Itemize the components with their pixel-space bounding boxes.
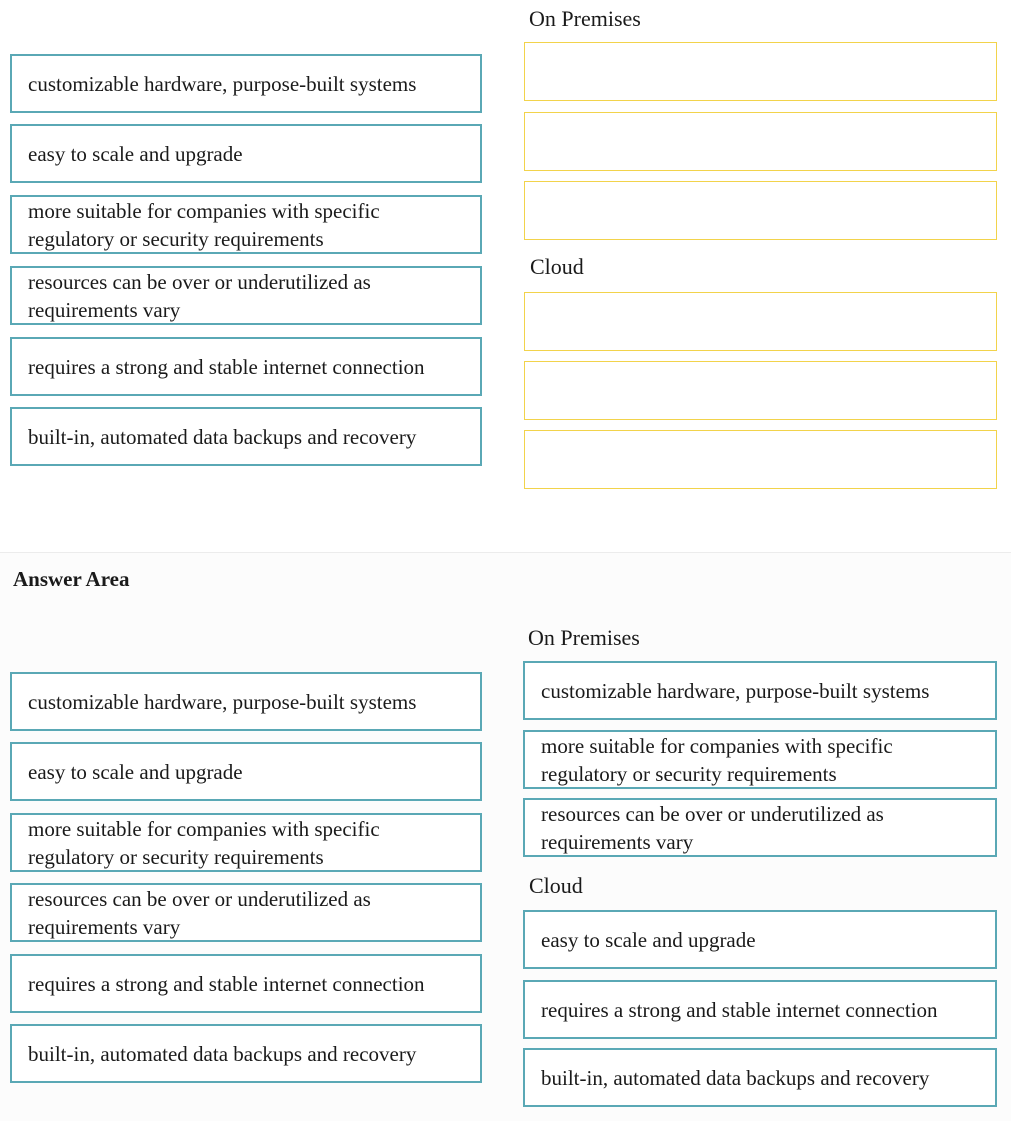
answer-source-item[interactable]: built-in, automated data backups and recovery <box>10 1024 482 1083</box>
answer-source-item[interactable]: requires a strong and stable internet connection <box>10 954 482 1013</box>
source-item[interactable]: built-in, automated data backups and recovery <box>10 407 482 466</box>
answer-source-item[interactable]: resources can be over or underutilized as requirements vary <box>10 883 482 942</box>
cloud-heading: Cloud <box>530 254 584 279</box>
answer-cloud-item[interactable]: built-in, automated data backups and recovery <box>523 1048 997 1107</box>
cloud-drop-slot[interactable] <box>524 292 997 351</box>
answer-cloud-item[interactable]: easy to scale and upgrade <box>523 910 997 969</box>
answer-on-premises-item[interactable]: resources can be over or underutilized as requirements vary <box>523 798 997 857</box>
source-item[interactable]: more suitable for companies with specific regulatory or security requirements <box>10 195 482 254</box>
answer-source-item[interactable]: easy to scale and upgrade <box>10 742 482 801</box>
on-premises-drop-slot[interactable] <box>524 42 997 101</box>
answer-cloud-heading: Cloud <box>529 873 583 898</box>
source-item[interactable]: customizable hardware, purpose-built systems <box>10 54 482 113</box>
cloud-drop-slot[interactable] <box>524 430 997 489</box>
answer-on-premises-item[interactable]: customizable hardware, purpose-built systems <box>523 661 997 720</box>
answer-source-item[interactable]: customizable hardware, purpose-built systems <box>10 672 482 731</box>
answer-on-premises-item[interactable]: more suitable for companies with specific regulatory or security requirements <box>523 730 997 789</box>
source-item[interactable]: resources can be over or underutilized as requirements vary <box>10 266 482 325</box>
source-item[interactable]: easy to scale and upgrade <box>10 124 482 183</box>
answer-cloud-item[interactable]: requires a strong and stable internet connection <box>523 980 997 1039</box>
on-premises-heading: On Premises <box>529 6 641 31</box>
cloud-drop-slot[interactable] <box>524 361 997 420</box>
answer-on-premises-heading: On Premises <box>528 625 640 650</box>
answer-source-item[interactable]: more suitable for companies with specific regulatory or security requirements <box>10 813 482 872</box>
source-item[interactable]: requires a strong and stable internet connection <box>10 337 482 396</box>
on-premises-drop-slot[interactable] <box>524 112 997 171</box>
on-premises-drop-slot[interactable] <box>524 181 997 240</box>
answer-area-title: Answer Area <box>13 567 130 591</box>
